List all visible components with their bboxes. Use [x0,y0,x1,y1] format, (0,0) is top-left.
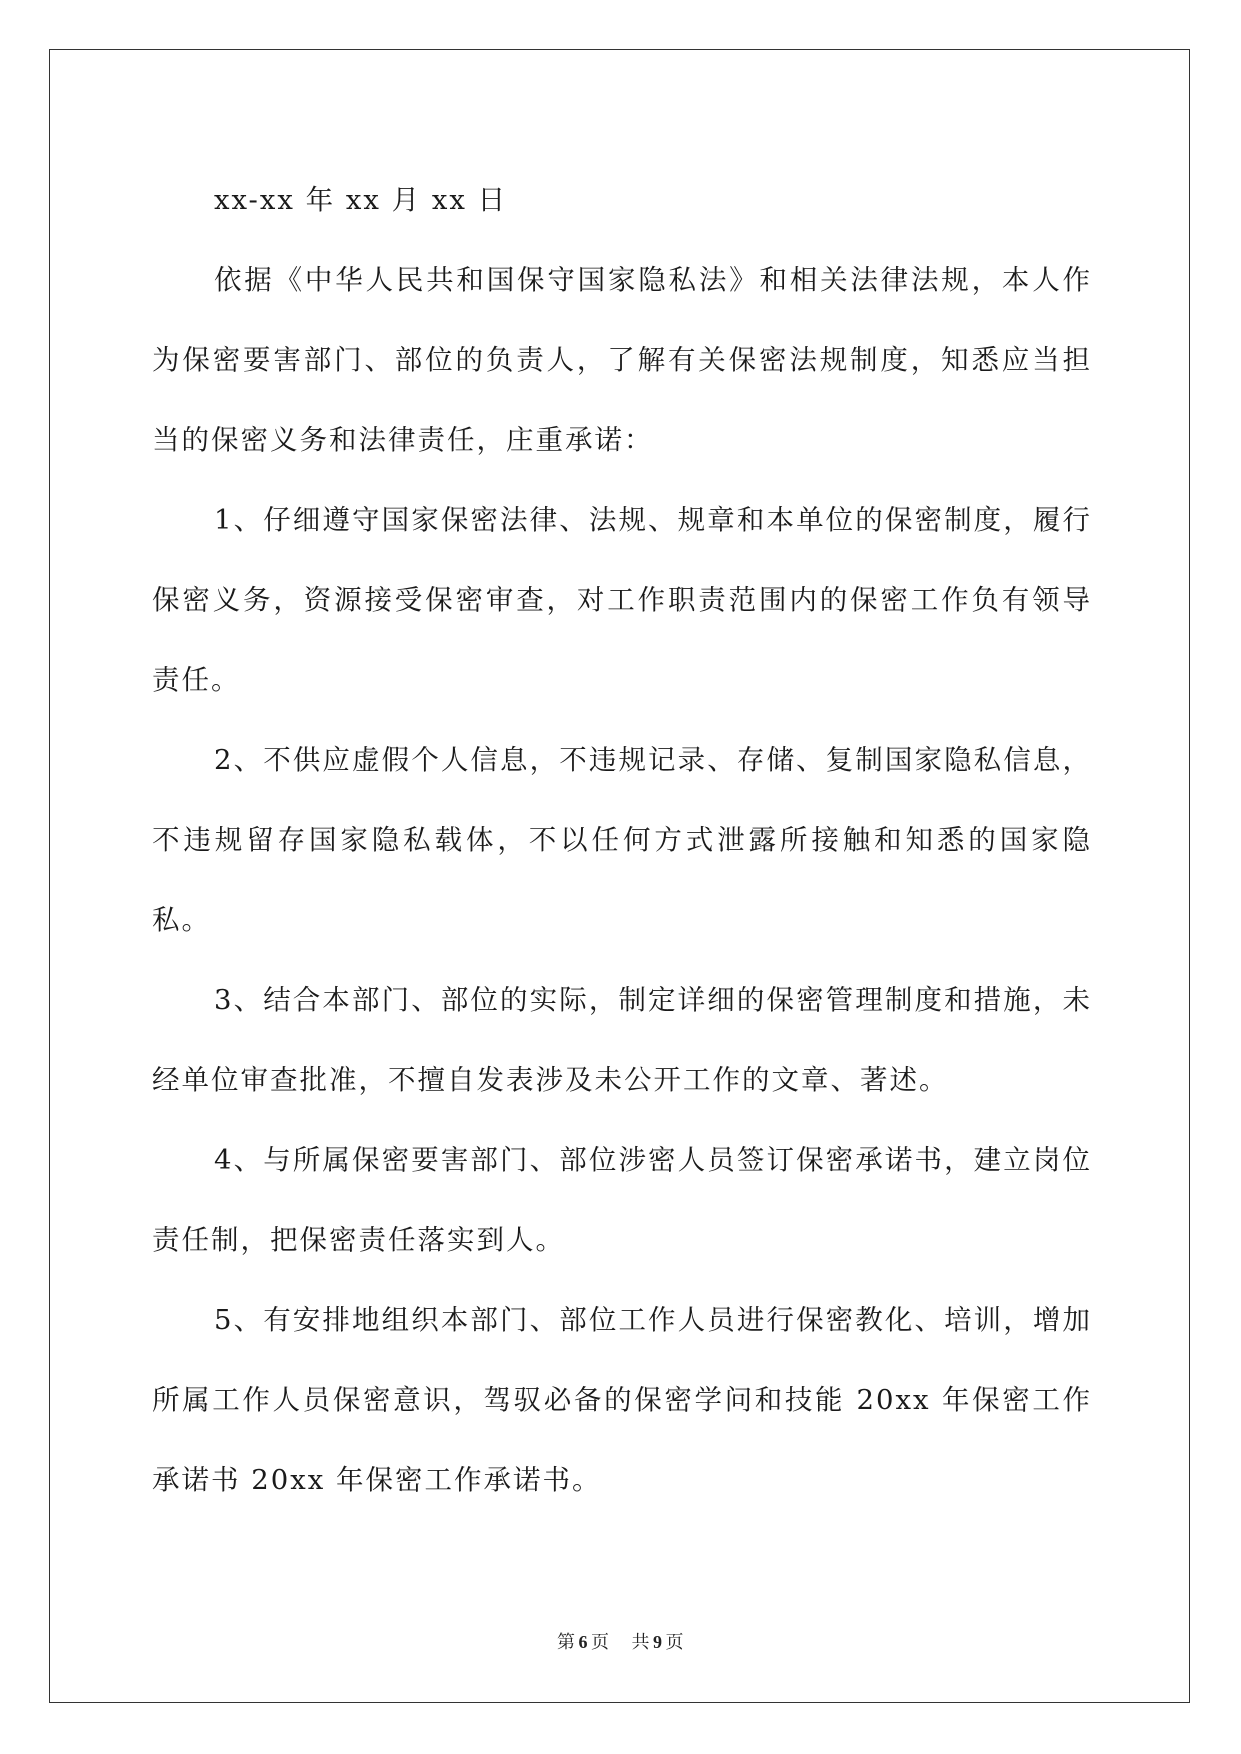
page-prefix: 第 [557,1632,576,1652]
paragraph-item-4: 4、与所属保密要害部门、部位涉密人员签订保密承诺书，建立岗位责任制，把保密责任落实到人。 [152,1144,1092,1256]
paragraph-item-2: 2、不供应虚假个人信息，不违规记录、存储、复制国家隐私信息，不违规留存国家隐私载体，不以任何方式泄露所接触和知悉的国家隐私。 [152,744,1092,936]
page-total: 9 [653,1632,663,1652]
paragraph-item-1: 1、仔细遵守国家保密法律、法规、规章和本单位的保密制度，履行保密义务，资源接受保密审查，对工作职责范围内的保密工作负有领导责任。 [152,504,1092,696]
page-footer [0,1628,1241,1654]
page-suffix: 页 [591,1632,610,1652]
total-prefix: 共 [631,1632,650,1652]
page-current: 6 [578,1632,588,1652]
paragraph-item-5: 5、有安排地组织本部门、部位工作人员进行保密教化、培训，增加所属工作人员保密意识，驾驭必备的保密学问和技能 20xx 年保密工作承诺书 20xx 年保密工作承诺书。 [152,1304,1092,1496]
total-suffix: 页 [665,1632,684,1652]
paragraph-intro: 依据《中华人民共和国保守国家隐私法》和相关法律法规，本人作为保密要害部门、部位的负责人，了解有关保密法规制度，知悉应当担当的保密义务和法律责任，庄重承诺： [152,264,1092,456]
document-body [152,160,1092,1520]
paragraph-item-3: 3、结合本部门、部位的实际，制定详细的保密管理制度和措施，未经单位审查批准，不擅自发表涉及未公开工作的文章、著述。 [152,984,1092,1096]
document-date: xx-xx 年 xx 月 xx 日 [214,184,508,216]
